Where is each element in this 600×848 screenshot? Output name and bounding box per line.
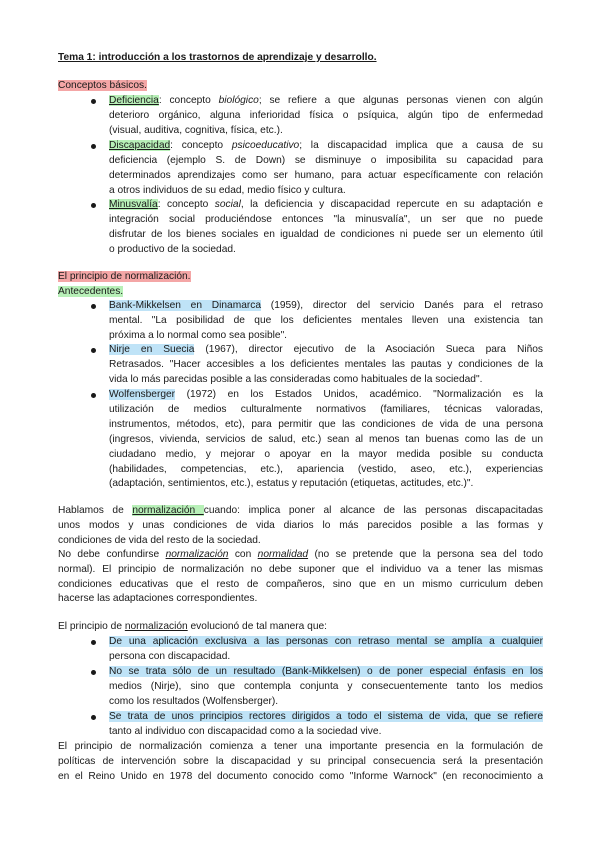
antecedent-name: Bank-Mikkelsen en Dinamarca [109, 300, 262, 311]
bullet-icon [91, 144, 96, 149]
text-span: cuando: implica poner al alcance de las personas discapacitadas [203, 505, 543, 516]
text-span: De una aplicación exclusiva a las personas con retraso mental se amplía a cualquier [109, 636, 543, 647]
bullet-icon [91, 304, 96, 309]
evolution-item [109, 710, 543, 724]
text-line: El principio de normalización comienza a tener una importante presencia en la formulación de [58, 741, 543, 752]
text-span: evolucionó de tal manera que: [187, 621, 328, 632]
section-heading-conceptos [58, 79, 147, 93]
text-span: , la deficiencia y discapacidad repercute en su adaptación e [240, 199, 544, 210]
antecedent-name: Nirje en Suecia [109, 344, 195, 355]
concept-item-deficiencia [109, 94, 543, 108]
text-span: (no se pretende que la persona sea del todo [308, 549, 543, 560]
evolution-item [109, 635, 543, 649]
highlighted-term: normalización [132, 505, 204, 516]
text-span: (1959), director del servicio Danés para el retraso [261, 300, 543, 311]
text-span: : concepto [158, 95, 219, 106]
text-span: El principio de [58, 621, 125, 632]
section-heading-principio [58, 270, 191, 284]
paragraph-evoluciono [58, 620, 327, 634]
text-line: instrumentos, métodos, etc), para permitir que las condiciones de vida de una persona [109, 419, 543, 430]
concept-item-discapacidad [109, 139, 543, 153]
text-line: persona con discapacidad. [109, 651, 231, 662]
text-line: como los resultados (Wolfensberger). [109, 696, 279, 707]
text-line: determinados aprendizajes como ser humano, para actuar específicamente con relación [109, 170, 543, 181]
text-line: políticas de intervención sobre la discapacidad y su principal consecuencia será la presentación [58, 756, 543, 767]
heading-text: Conceptos básicos. [58, 80, 147, 91]
text-span: biológico [218, 95, 259, 106]
text-span: No debe confundirse [58, 549, 166, 560]
concept-term: Discapacidad [109, 140, 171, 151]
subheading-antecedentes [58, 285, 123, 299]
text-line: disfrutar de los bienes sociales en igualdad de condiciones ni puede ser un elemento útil [109, 229, 543, 240]
bullet-icon [91, 715, 96, 720]
text-span: ; se refiere a que algunas personas vienen con algún [258, 95, 544, 106]
text-line: hacerse las adaptaciones correspondientes. [58, 593, 258, 604]
text-line: Retrasados. "Hacer accesibles a los deficientes mentales las pautas y condiciones de la [109, 359, 543, 370]
text-span: No se trata sólo de un resultado (Bank-Mikkelsen) o de poner especial énfasis en los [109, 666, 543, 677]
bullet-icon [91, 99, 96, 104]
text-line: unos modos y unas condiciones de vida diarios lo más parecidos posible a las formas y [58, 520, 543, 531]
text-line: ciudadano medio, y mejorar o apoyar en la mayor medida posible su conducta [109, 449, 543, 460]
text-line: o productivo de la sociedad. [109, 244, 236, 255]
text-line: (visual, auditiva, cognitiva, física, etc.). [109, 125, 283, 136]
text-span: social [214, 199, 241, 210]
concept-item-minusvalia [109, 198, 543, 212]
text-line: (ingresos, vivienda, servicios de salud, etc.) sean al menos tan buenas como las de un [109, 434, 543, 445]
bullet-icon [91, 393, 96, 398]
text-line: deterioro orgánico, alguna inferioridad física o psíquica, algún tipo de enfermedad [109, 110, 543, 121]
subheading-text: Antecedentes. [58, 286, 124, 297]
emphasis-term: normalidad [257, 549, 309, 560]
text-line: condiciones educativas que el resto de compañeros, sino que en un mismo curriculum deben [58, 579, 543, 590]
page-title: Tema 1: introducción a los trastornos de aprendizaje y desarrollo. [58, 52, 377, 63]
text-line: normal). El principio de normalización no debe suponer que el individuo va a tener las mismas [58, 564, 543, 575]
bullet-icon [91, 348, 96, 353]
text-line: condiciones de vida del resto de la sociedad. [58, 535, 261, 546]
text-line: (adaptación, sentimientos, etc.), estatus y reputación (etiquetas, actitudes, etc.)". [109, 478, 474, 489]
antecedent-item-nirje [109, 343, 543, 357]
paragraph-hablamos [58, 504, 543, 518]
text-span: : concepto [157, 199, 215, 210]
concept-term: Deficiencia [109, 95, 159, 106]
antecedent-item-bank-mikkelsen [109, 299, 543, 313]
text-line: próxima a lo normal como sea posible". [109, 330, 288, 341]
text-line: (habilidades, competencias, etc.), apariencia (vestido, aseo, etc.), experiencias [109, 464, 543, 475]
text-span: ; la discapacidad implica que a causa de su [299, 140, 543, 151]
text-line: mental. "La posibilidad de que los deficientes mentales lleven una existencia tan [109, 315, 543, 326]
text-line: tanto al individuo con discapacidad como a la sociedad vive. [109, 726, 382, 737]
evolution-item [109, 665, 543, 679]
text-span: Se trata de unos principios rectores dirigidos a todo el sistema de vida, que se refiere [109, 711, 543, 722]
text-line: medios (Nirje), sino que contempla conjunta y consecuentemente tanto los medios [109, 681, 543, 692]
paragraph-confundirse [58, 548, 543, 562]
text-span: psicoeducativo [231, 140, 300, 151]
text-line: deficiencia (ejemplo S. de Down) se disminuye o imposibilita su capacidad para [109, 155, 543, 166]
text-line: utilización de medios culturalmente normativos (familiares, técnicas valoradas, [109, 404, 543, 415]
antecedent-name: Wolfensberger [109, 389, 176, 400]
heading-text: El principio de normalización. [58, 271, 191, 282]
concept-term: Minusvalía [109, 199, 158, 210]
text-span: Hablamos de [58, 505, 133, 516]
text-span: (1972) en los Estados Unidos, académico. "Normalización es la [175, 389, 543, 400]
text-line: en el Reino Unido en 1978 del documento conocido como "Informe Warnock" (en reconocimiento a [58, 771, 543, 782]
antecedent-item-wolfensberger [109, 388, 543, 402]
text-line: a otros individuos de su edad, medio físico y cultura. [109, 185, 346, 196]
text-line: vida lo más parecidas posible a las consideradas como habituales de la sociedad". [109, 374, 483, 385]
emphasis-term: normalización [165, 549, 229, 560]
bullet-icon [91, 640, 96, 645]
bullet-icon [91, 203, 96, 208]
underlined-term: normalización [124, 621, 188, 632]
text-line: integración social produciéndose entonces "la minusvalía", un ser que no puede [109, 214, 543, 225]
bullet-icon [91, 670, 96, 675]
text-span: : concepto [170, 140, 232, 151]
text-span: con [228, 549, 258, 560]
text-span: (1967), director ejecutivo de la Asociación Sueca para Niños [194, 344, 544, 355]
